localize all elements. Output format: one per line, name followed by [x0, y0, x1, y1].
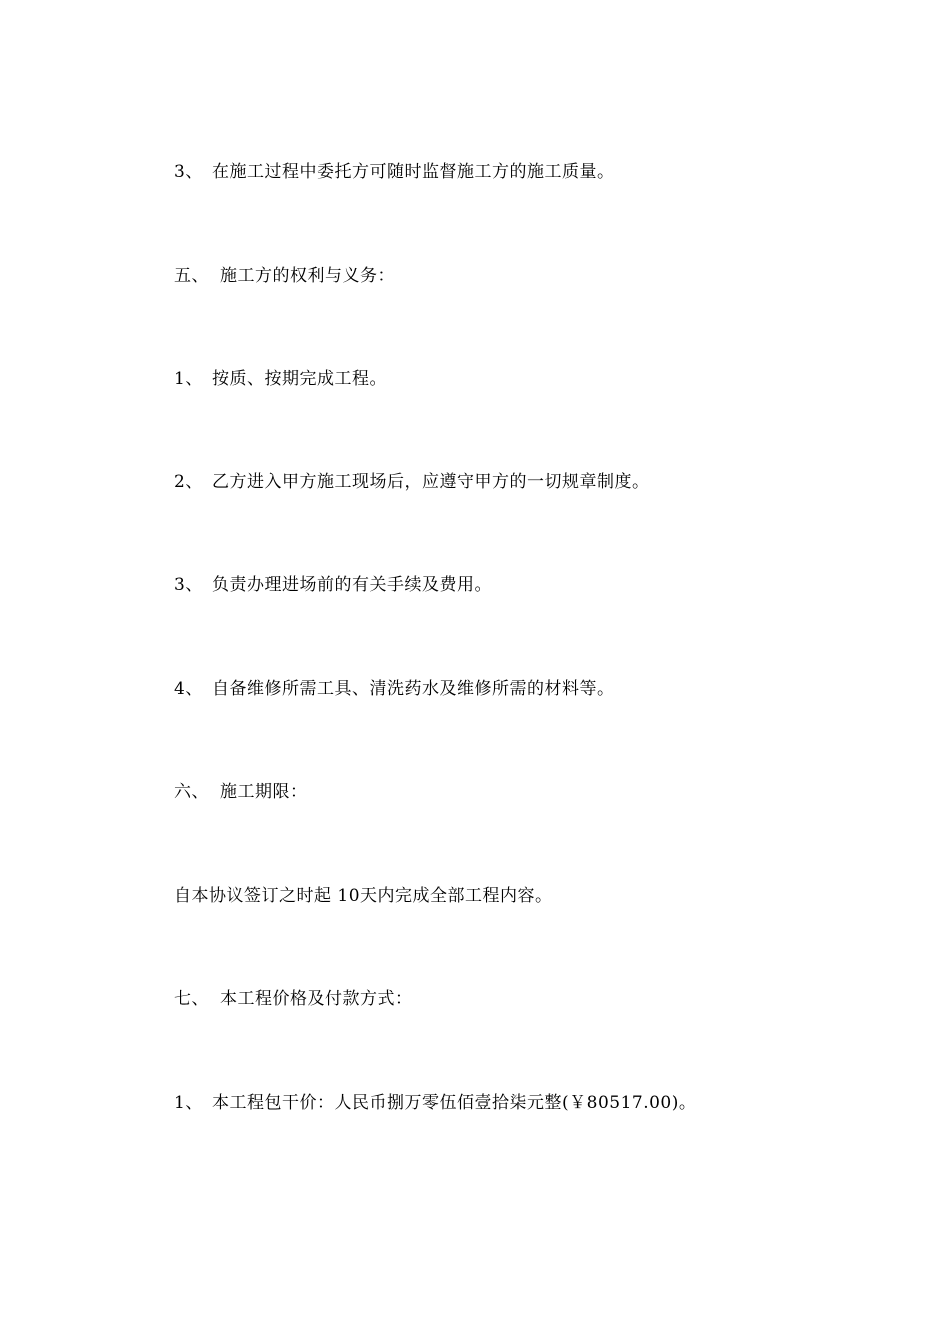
clause-number: 2、 — [174, 472, 203, 492]
clause-number: 3、 — [174, 575, 203, 595]
section-number: 六、 — [174, 782, 209, 802]
clause-text: 乙方进入甲方施工现场后，应遵守甲方的一切规章制度。 — [212, 472, 650, 492]
section-title: 施工方的权利与义务： — [220, 266, 395, 286]
clause-3-quality-supervision — [174, 160, 615, 184]
clause-text: 本工程包干价：人民币捌万零伍佰壹拾柒元整(￥80517.00)。 — [212, 1093, 697, 1113]
section-5-heading — [174, 264, 395, 288]
paragraph-text: 自本协议签订之时起 10天内完成全部工程内容。 — [174, 886, 553, 906]
clause-2-site-rules — [174, 470, 650, 494]
clause-number: 3、 — [174, 162, 203, 182]
clause-text: 自备维修所需工具、清洗药水及维修所需的材料等。 — [212, 679, 615, 699]
section-6-heading — [174, 780, 308, 804]
section-title: 施工期限： — [220, 782, 308, 802]
section-7-heading — [174, 987, 413, 1011]
clause-1-on-schedule — [174, 367, 387, 391]
clause-text: 按质、按期完成工程。 — [212, 369, 387, 389]
clause-3-entry-procedures — [174, 573, 492, 597]
section-title: 本工程价格及付款方式： — [220, 989, 413, 1009]
clause-text: 在施工过程中委托方可随时监督施工方的施工质量。 — [212, 162, 615, 182]
clause-number: 1、 — [174, 369, 203, 389]
section-number: 五、 — [174, 266, 209, 286]
clause-1-contract-price — [174, 1091, 696, 1115]
clause-4-tools-materials — [174, 677, 615, 701]
section-number: 七、 — [174, 989, 209, 1009]
clause-number: 1、 — [174, 1093, 203, 1113]
clause-number: 4、 — [174, 679, 203, 699]
construction-period-text — [174, 884, 553, 908]
clause-text: 负责办理进场前的有关手续及费用。 — [212, 575, 492, 595]
